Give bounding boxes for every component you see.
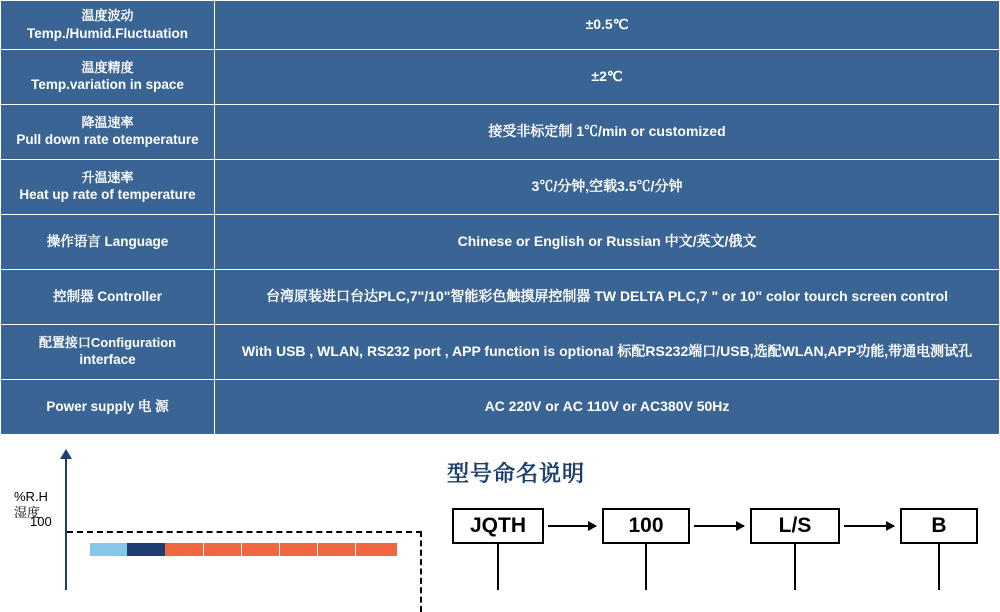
- row-label-en: Temp.variation in space: [31, 77, 184, 93]
- table-row: [1, 159, 1000, 214]
- row-label-en: Power supply 电 源: [46, 398, 169, 414]
- row-label-cn: 配置接口Configuration: [38, 334, 177, 350]
- row-label: [1, 159, 215, 214]
- naming-arrow-2-icon: [694, 525, 744, 527]
- chart-grid-line: [279, 543, 280, 556]
- row-label-cn: 温度波动: [81, 8, 134, 23]
- row-value: ±2℃: [215, 49, 1000, 104]
- table-row: [1, 1, 1000, 50]
- dashed-vertical-guide: [420, 531, 422, 612]
- row-label-en: Pull down rate otemperature: [16, 132, 199, 148]
- row-value: 接受非标定制 1℃/min or customized: [215, 104, 1000, 159]
- y-axis-label-line2: 湿度: [14, 505, 41, 521]
- y-axis-arrow-icon: [60, 449, 72, 459]
- naming-box-2: 100: [602, 508, 690, 544]
- naming-stem-2: [645, 544, 647, 590]
- dashed-horizontal-guide: [67, 531, 422, 533]
- chart-grid-line: [355, 543, 356, 556]
- table-row: [1, 324, 1000, 379]
- naming-box-1: JQTH: [452, 508, 544, 544]
- row-label: [1, 214, 215, 269]
- specification-table-body: [1, 1, 1000, 435]
- row-label: [1, 1, 215, 50]
- row-value: Chinese or English or Russian 中文/英文/俄文: [215, 214, 1000, 269]
- naming-stem-4: [938, 544, 940, 590]
- y-axis-line: [65, 457, 67, 590]
- naming-arrow-1-icon: [548, 525, 596, 527]
- row-label: [1, 379, 215, 434]
- naming-box-3: L/S: [750, 508, 840, 544]
- row-label-en: 操作语言 Language: [46, 233, 169, 249]
- row-value: ±0.5℃: [215, 1, 1000, 50]
- chart-band-1: [90, 543, 127, 556]
- row-value: AC 220V or AC 110V or AC380V 50Hz: [215, 379, 1000, 434]
- row-label: [1, 324, 215, 379]
- chart-band-3: [165, 543, 397, 556]
- y-tick-100: 100: [30, 513, 52, 529]
- chart-grid-line: [241, 543, 242, 556]
- humidity-chart: [0, 457, 440, 590]
- row-label-en: 控制器 Controller: [53, 288, 162, 304]
- model-naming-title: 型号命名说明: [447, 460, 586, 486]
- table-row: [1, 49, 1000, 104]
- chart-grid-line: [203, 543, 204, 556]
- row-label-en: Temp./Humid.Fluctuation: [27, 25, 188, 41]
- row-value: 台湾原装进口台达PLC,7"/10"智能彩色触摸屏控制器 TW DELTA PLC,7 " or 10" color tourch screen control: [215, 269, 1000, 324]
- naming-stem-1: [497, 544, 499, 590]
- row-value: 3℃/分钟,空载3.5℃/分钟: [215, 159, 1000, 214]
- y-axis-label-line1: %R.H: [14, 488, 48, 504]
- row-label: [1, 269, 215, 324]
- chart-band-2: [127, 543, 165, 556]
- row-label-cn: 温度精度: [81, 59, 134, 75]
- row-label-cn: 降温速率: [81, 114, 134, 130]
- row-label-en: Heat up rate of temperature: [19, 187, 196, 203]
- table-row: [1, 104, 1000, 159]
- naming-stem-3: [794, 544, 796, 590]
- lower-section: [0, 435, 1000, 590]
- table-row: [1, 269, 1000, 324]
- row-label: [1, 104, 215, 159]
- naming-arrow-3-icon: [844, 525, 894, 527]
- row-label: [1, 49, 215, 104]
- table-row: [1, 214, 1000, 269]
- table-row: [1, 379, 1000, 434]
- row-value: With USB , WLAN, RS232 port , APP function is optional 标配RS232端口/USB,选配WLAN,APP功能,带通电测试孔: [215, 324, 1000, 379]
- naming-box-4: B: [900, 508, 978, 544]
- row-label-cn: 升温速率: [81, 169, 134, 185]
- row-label-en: interface: [79, 352, 136, 368]
- chart-grid-line: [317, 543, 318, 556]
